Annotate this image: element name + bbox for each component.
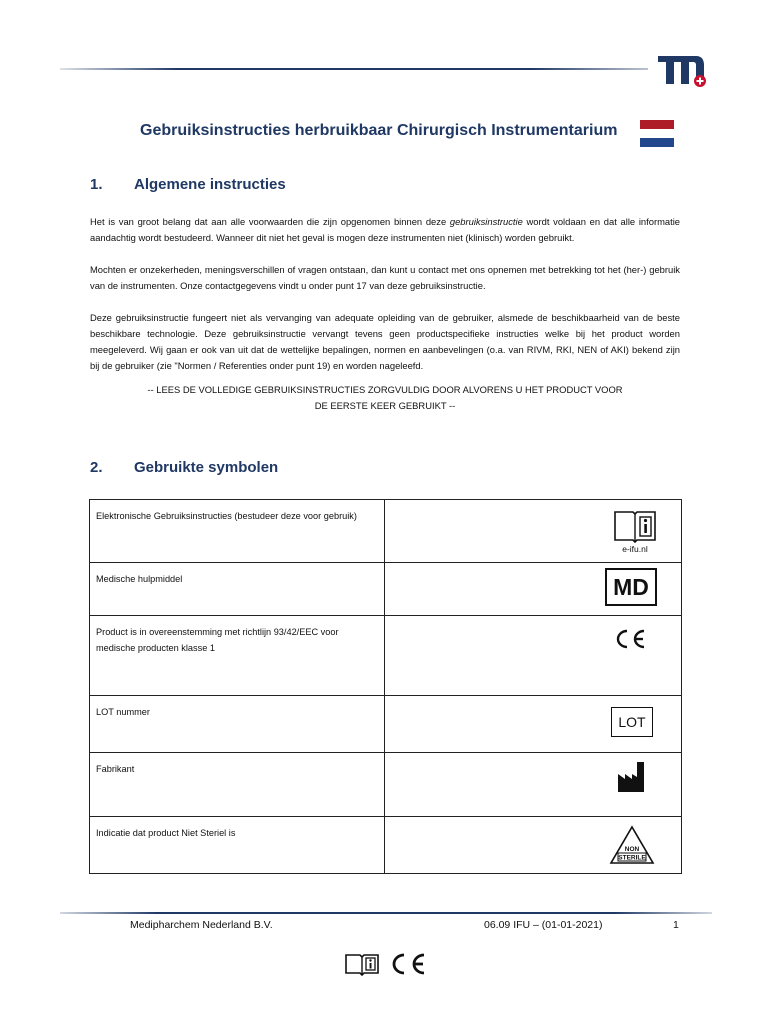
symbol-label: Elektronische Gebruiksinstructies (bestudeer deze voor gebruik)	[90, 500, 385, 563]
paragraph-text: Het is van groot belang dat aan alle voorwaarden die zijn opgenomen binnen deze	[90, 216, 450, 227]
read-instructions-note	[90, 382, 680, 414]
table-row	[90, 696, 682, 753]
table-row	[90, 616, 682, 696]
symbol-cell	[385, 696, 682, 753]
symbol-label: Product is in overeenstemming met richtlijn 93/42/EEC voor medische producten klasse 1	[90, 616, 385, 696]
medical-device-icon: MD	[605, 568, 657, 606]
ifu-book-icon	[344, 952, 380, 976]
section-number: 1.	[90, 176, 103, 193]
table-row	[90, 500, 682, 563]
non-sterile-icon	[609, 825, 655, 865]
eifu-label: e-ifu.nl	[622, 544, 648, 554]
dutch-flag-icon	[640, 120, 674, 147]
section-title: Gebruikte symbolen	[134, 459, 279, 476]
table-row	[90, 563, 682, 616]
svg-text:STERILE: STERILE	[618, 854, 646, 862]
symbol-cell	[385, 753, 682, 817]
paragraph-contact: Mochten er onzekerheden, meningsverschillen of vragen ontstaan, dan kunt u contact met ons opnemen met betrekking tot het (her-) gebruik van de instrumenten. Onze contactgegevens vindt u onder punt 17 van deze gebruiksinstructie.	[90, 264, 680, 291]
note-line: -- LEES DE VOLLEDIGE GEBRUIKSINSTRUCTIES ZORGVULDIG DOOR ALVORENS U HET PRODUCT VOOR	[147, 384, 623, 395]
symbol-cell	[385, 616, 682, 696]
manufacturer-icon	[617, 761, 645, 793]
symbol-cell	[385, 817, 682, 874]
paragraph-emphasis: gebruiksinstructie	[449, 216, 523, 227]
paragraph-disclaimer: Deze gebruiksinstructie fungeert niet als vervanging van adequate opleiding van de gebruiker, alsmede de beschikbaarheid van de beste beschikbare technologie. Deze gebruiksinstructie vervangt tevens geen productspecifieke instructies welke bij het product worden meegeleverd. Wij gaan er ook van uit dat de wettelijke bepalingen, normen en aanbevelingen (o.a. van RIVM, RKI, NEN of AKI) bekend zijn bij de gebruiker (zie "Normen / Referenties onder punt 19) en worden nageleefd.	[90, 312, 680, 371]
ce-mark-icon	[388, 952, 428, 976]
symbol-label: Medische hulpmiddel	[90, 563, 385, 616]
symbol-label: Indicatie dat product Niet Steriel is	[90, 817, 385, 874]
table-row	[90, 817, 682, 874]
section-heading-2	[90, 459, 278, 476]
section-heading-1	[90, 176, 286, 193]
footer-page-number: 1	[673, 919, 679, 931]
symbol-label: Fabrikant	[90, 753, 385, 817]
symbols-table	[89, 499, 682, 874]
footer-icons	[344, 950, 434, 978]
paragraph-intro	[90, 214, 680, 246]
symbol-label: LOT nummer	[90, 696, 385, 753]
note-line: DE EERSTE KEER GEBRUIKT --	[314, 400, 456, 411]
ce-mark-icon	[613, 628, 647, 650]
footer-company: Medipharchem Nederland B.V.	[130, 919, 273, 931]
section-number: 2.	[90, 459, 103, 476]
header-rule	[60, 68, 648, 70]
svg-text:NON: NON	[624, 846, 640, 853]
symbol-cell	[385, 563, 682, 616]
footer-rule	[60, 912, 712, 914]
section-title: Algemene instructies	[134, 176, 286, 193]
symbol-cell	[385, 500, 682, 563]
eifu-book-icon	[611, 508, 659, 554]
table-row	[90, 753, 682, 817]
lot-icon: LOT	[611, 707, 653, 737]
footer-doc-code: 06.09 IFU – (01-01-2021)	[484, 919, 603, 931]
mediparchem-logo-icon	[656, 52, 708, 88]
paragraph-text: wordt voldaan en dat alle informatie aandachtig wordt bestudeerd. Wanneer dit niet het geval is mogen deze instrumenten niet (klinisch) worden gebruikt.	[90, 216, 680, 243]
document-title: Gebruiksinstructies herbruikbaar Chirurgisch Instrumentarium	[140, 122, 618, 139]
